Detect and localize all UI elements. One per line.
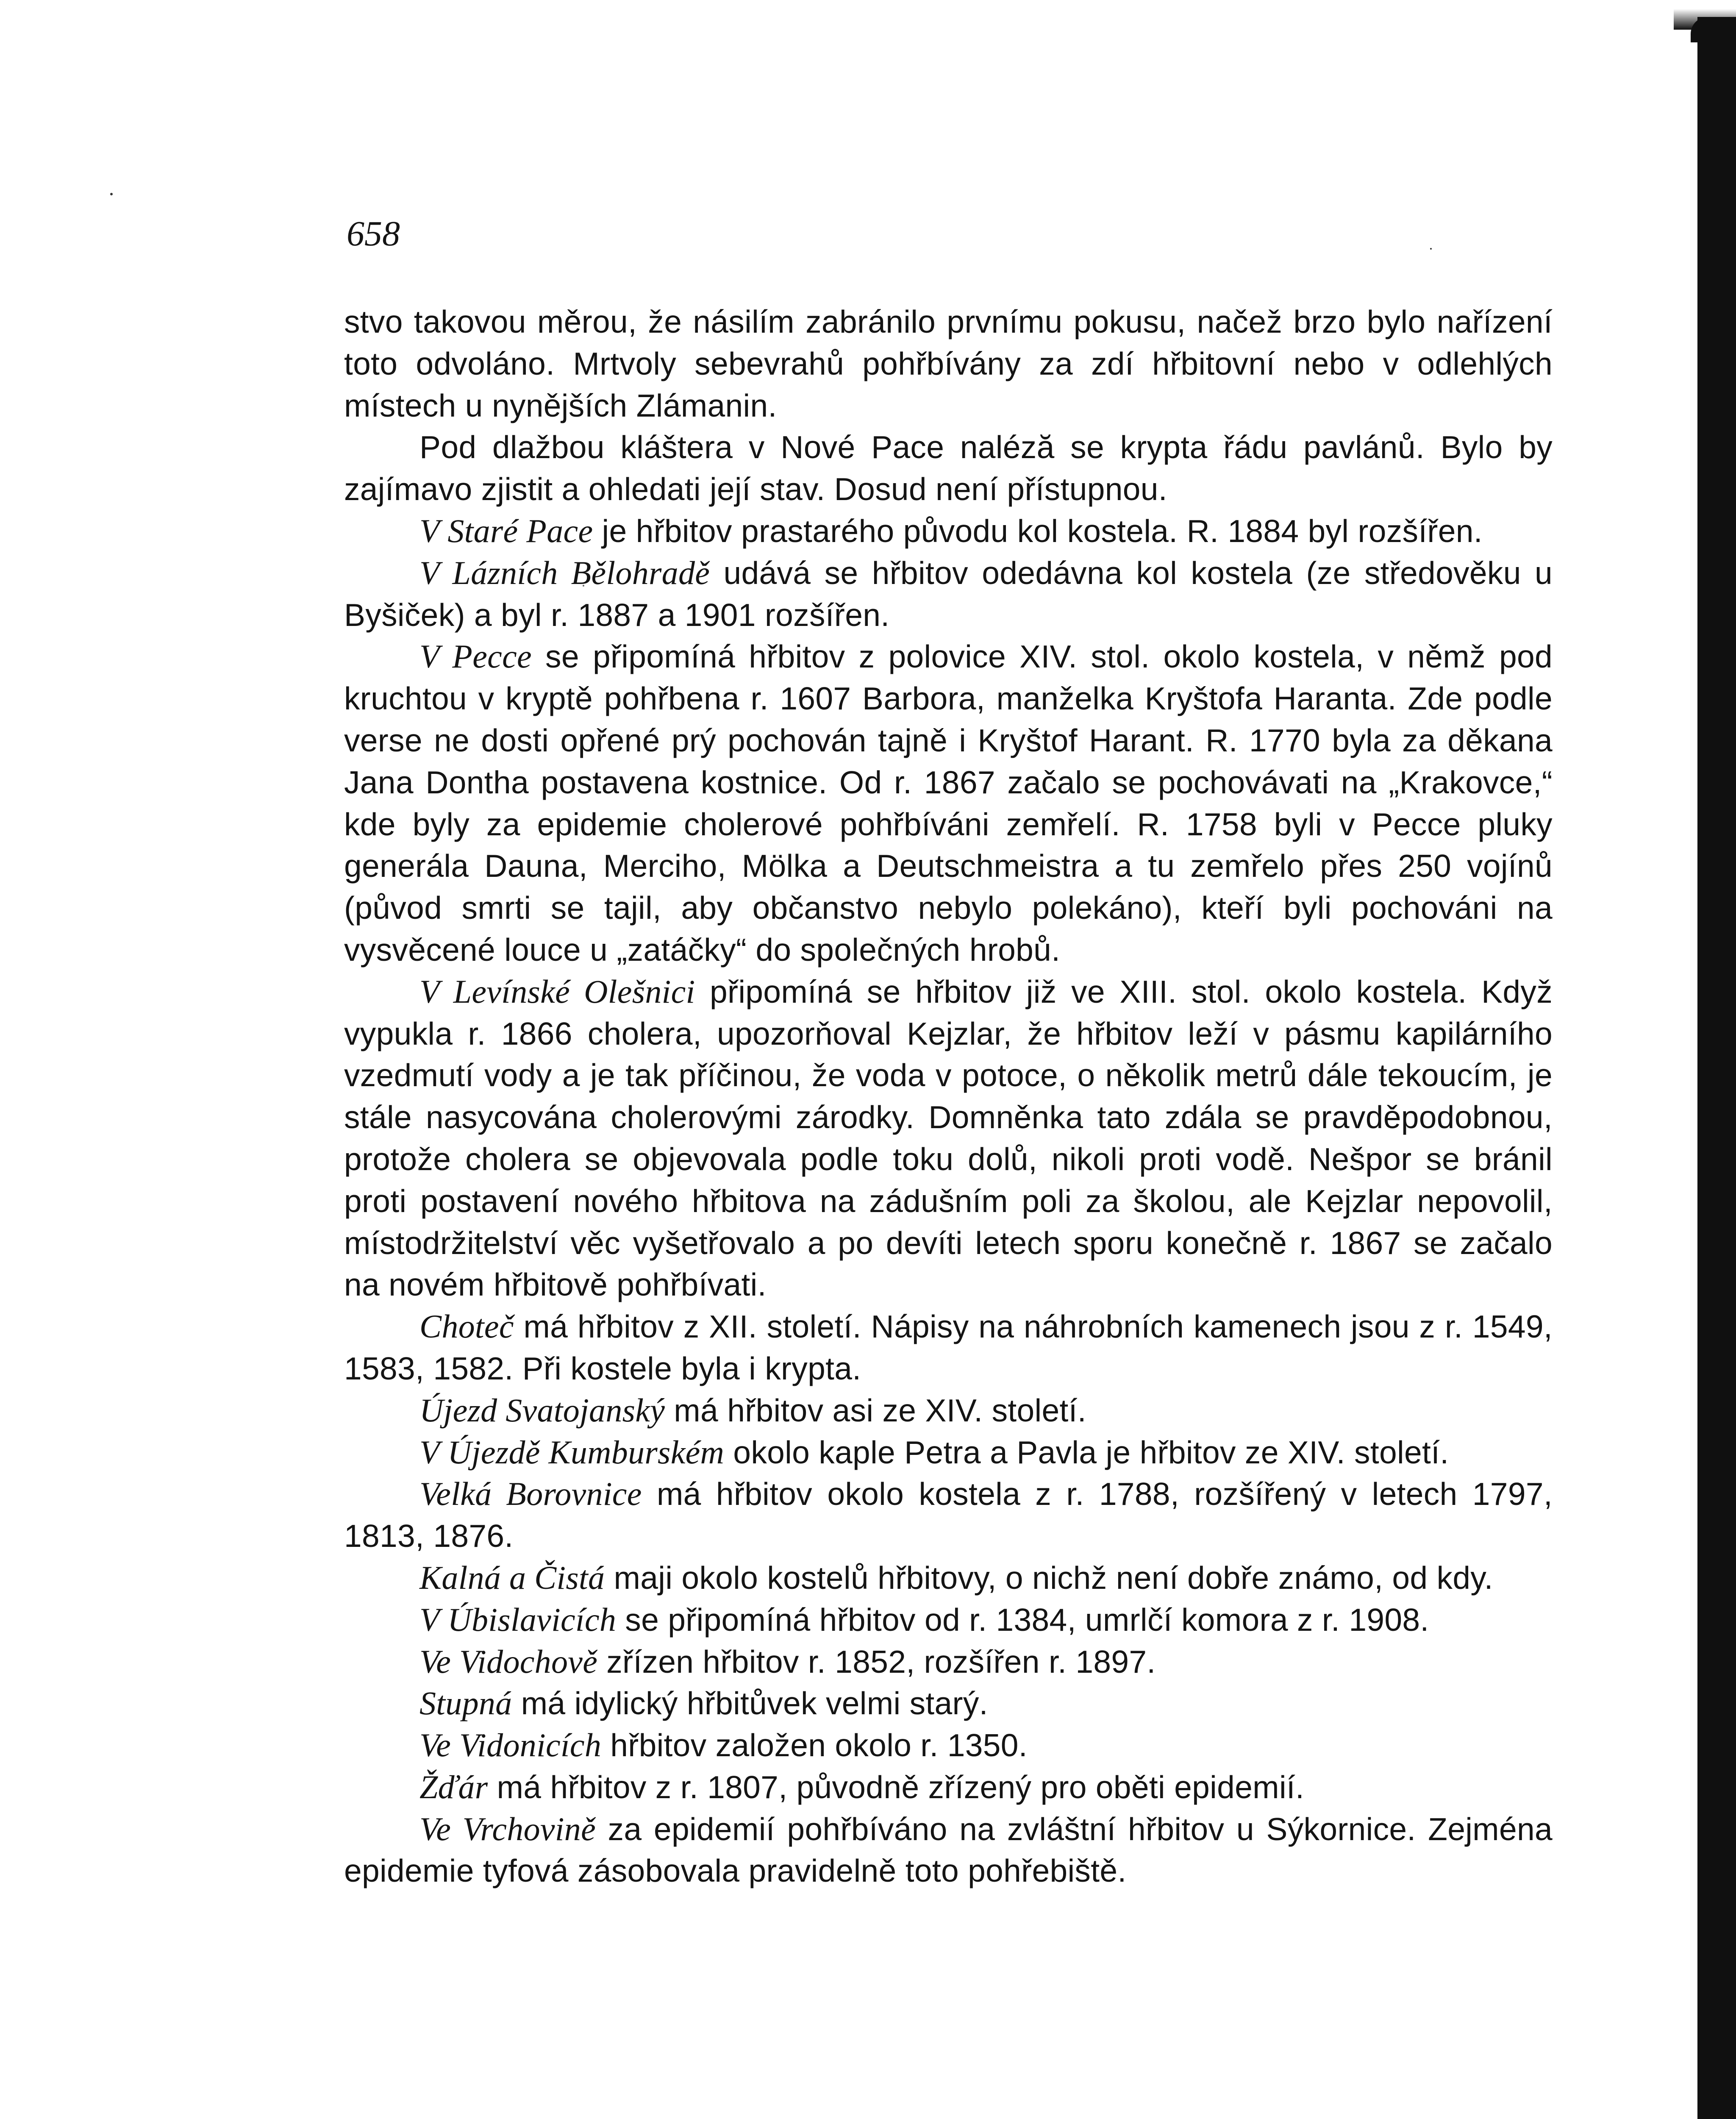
place-name: Žďár <box>419 1768 488 1805</box>
place-name: V Levínské Olešnici <box>419 973 695 1010</box>
place-name: V Újezdě Kumburském <box>419 1433 725 1471</box>
place-name: Ve Vrchovině <box>419 1810 596 1847</box>
place-name: Stupná <box>419 1685 512 1722</box>
paragraph-continuation <box>344 301 1553 426</box>
page-number: 658 <box>347 214 400 253</box>
paragraph-text: okolo kaple Petra a Pavla je hřbitov ze XIV. století. <box>724 1434 1449 1470</box>
paragraph-ubislavice <box>344 1599 1553 1641</box>
paragraph-vidonice <box>344 1724 1553 1766</box>
paragraph-stara-paka <box>344 510 1553 552</box>
paragraph-text: připomíná se hřbitov již ve XIII. stol. okolo kostela. Když vypukla r. 1866 cholera, upozorňoval Kejzlar, že hřbitov leží v pásmu kapilárního vzedmutí vody a je tak příčinou, že voda v potoce, o několik metrů dále tekoucím, je stále nasycována cholerovými zárodky. Domněnka tato zdála se pravděpodobnou, protože cholera se objevovala podle toku dolů, nikoli proti vodě. Nešpor se bránil proti postavení nového hřbitova na zádušním poli za školou, ale Kejzlar nepovolil, místodržitelství věc vyšetřovalo a po devíti letech sporu konečně r. 1867 se začalo na novém hřbitově pohřbívati. <box>344 973 1553 1303</box>
paragraph-text: za epidemií pohřbíváno na zvláštní hřbitov u Sýkornice. Zejména epidemie tyfová zásobovala pravidelně toto pohřebiště. <box>344 1811 1553 1889</box>
paragraph-text: je hřbitov prastarého původu kol kostela. R. 1884 byl rozšířen. <box>593 513 1483 549</box>
place-name: Ve Vidochově <box>419 1643 598 1680</box>
paragraph-vidochov <box>344 1641 1553 1683</box>
paragraph-levinska-olesnice <box>344 971 1553 1306</box>
paragraph-text: stvo takovou měrou, že násilím zabránilo prvnímu pokusu, načež brzo bylo nařízení toto odvoláno. Mrtvoly sebevrahů pohřbívány za zdí hřbitovní nebo v odlehlých místech u nynějších Zlámanin. <box>344 304 1553 423</box>
body-text <box>344 301 1553 1892</box>
paragraph-text: se připomíná hřbitov z polovice XIV. stol. okolo kostela, v němž pod kruchtou v kryptě pohřbena r. 1607 Barbora, manželka Kryštofa Haranta. Zde podle verse ne dosti opřené prý pochován tajně i Kryštof Harant. R. 1770 byla za děkana Jana Dontha postavena kostnice. Od r. 1867 začalo se pochovávati na „Krakovce,“ kde byly za epidemie cholerové pohřbíváni zemřelí. R. 1758 byli v Pecce pluky generála Dauna, Merciho, Mölka a Deutschmeistra a tu zemřelo přes 250 vojínů (původ smrti se tajil, aby občanstvo nebylo polekáno), kteří byli pochováni na vysvěcené louce u „zatáčky“ do společných hrobů. <box>344 639 1553 968</box>
paragraph-ujezd-svatojansky <box>344 1390 1553 1432</box>
paragraph-text: má idylický hřbitůvek velmi starý. <box>512 1685 988 1721</box>
place-name: Velká Borovnice <box>419 1475 642 1513</box>
paragraph-stupna <box>344 1682 1553 1724</box>
place-name: V Lázních Bělohradě <box>419 554 710 591</box>
place-name: V Pecce <box>419 638 532 675</box>
paragraph-text: Pod dlažbou kláštera v Nové Pace naléză se krypta řádu pavlánů. Bylo by zajímavo zjistit a ohledati její stav. Dosud není přístupnou. <box>344 429 1553 507</box>
scan-speck <box>110 193 113 195</box>
paragraph-text: má hřbitov okolo kostela z r. 1788, rozšířený v letech 1797, 1813, 1876. <box>344 1476 1553 1554</box>
place-name: V Úbislavicích <box>419 1601 617 1638</box>
paragraph-lazne-belohrad <box>344 552 1553 636</box>
paragraph-text: zřízen hřbitov r. 1852, rozšířen r. 1897. <box>597 1643 1156 1680</box>
paragraph-pecka <box>344 636 1553 971</box>
paragraph-chotec <box>344 1306 1553 1390</box>
place-name: Choteč <box>419 1308 514 1345</box>
scan-edge-right <box>1697 17 1736 2119</box>
paragraph-nova-paka <box>344 426 1553 510</box>
place-name: Ve Vidonicích <box>419 1727 602 1764</box>
paragraph-vrchovina <box>344 1808 1553 1892</box>
paragraph-ujezd-kumbursky <box>344 1432 1553 1474</box>
paragraph-text: maji okolo kostelů hřbitovy, o nichž není dobře známo, od kdy. <box>605 1560 1493 1596</box>
place-name: Kalná a Čistá <box>419 1559 605 1596</box>
paragraph-text: má hřbitov z XII. století. Nápisy na náhrobních kamenech jsou z r. 1549, 1583, 1582. Při kostele byla i krypta. <box>344 1309 1553 1386</box>
paragraph-kalna-cista <box>344 1557 1553 1599</box>
place-name: Újezd Svatojanský <box>419 1391 665 1429</box>
paragraph-text: udává se hřbitov odedávna kol kostela (ze středověku u Byšiček) a byl r. 1887 a 1901 rozšířen. <box>344 555 1553 633</box>
paragraph-text: má hřbitov z r. 1807, původně zřízený pro oběti epidemií. <box>488 1769 1305 1805</box>
place-name: V Staré Pace <box>419 512 593 549</box>
paragraph-text: hřbitov založen okolo r. 1350. <box>601 1727 1028 1763</box>
paragraph-text: má hřbitov asi ze XIV. století. <box>665 1392 1086 1428</box>
paragraph-velka-borovnice <box>344 1473 1553 1557</box>
paragraph-text: se připomíná hřbitov od r. 1384, umrlčí komora z r. 1908. <box>616 1602 1429 1638</box>
scan-speck <box>1430 248 1432 250</box>
paragraph-zdar <box>344 1766 1553 1808</box>
